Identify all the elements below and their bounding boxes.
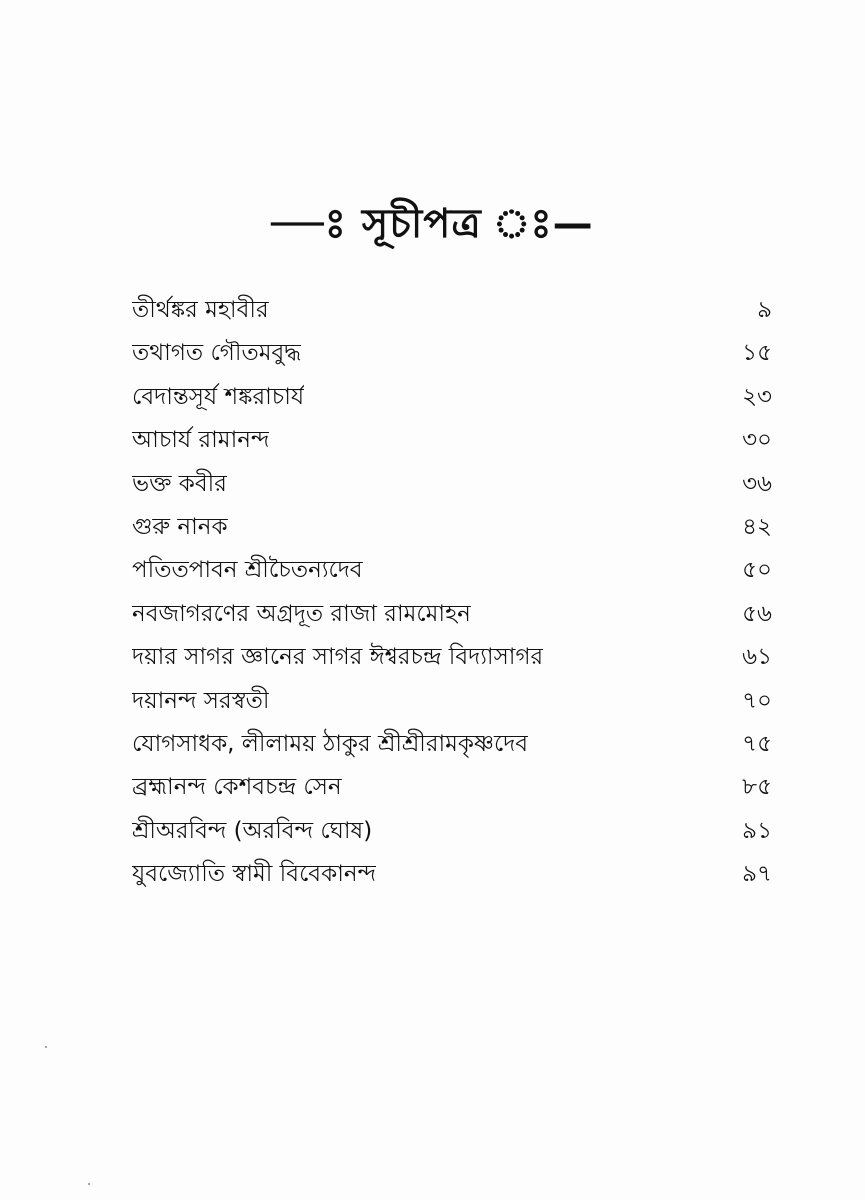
toc-entry-page: ৩৬ xyxy=(742,470,772,497)
toc-entry-page: ৯ xyxy=(757,297,772,323)
toc-entry-page: ৩০ xyxy=(742,427,772,454)
toc-entry-title: দয়ানন্দ সরস্বতী xyxy=(132,687,270,714)
toc-entry-title: বেদান্তসূর্য শঙ্করাচার্য xyxy=(132,383,305,410)
toc-entry-page: ৬১ xyxy=(742,644,772,671)
toc-entry-page: ৫০ xyxy=(742,557,772,584)
toc-entry xyxy=(132,853,772,896)
page-title: —ঃ সূচীপত্র ঃ— xyxy=(271,201,594,247)
toc-entry-page: ৫৬ xyxy=(742,600,772,627)
toc-entry-title: ভক্ত কবীর xyxy=(132,470,227,497)
toc-entry-title: নবজাগরণের অগ্রদূত রাজা রামমোহন xyxy=(132,600,471,627)
toc-entry xyxy=(132,766,772,809)
toc-entry-title: পতিতপাবন শ্রীচৈতন্যদেব xyxy=(132,557,363,584)
toc-entry-page: ৮৫ xyxy=(742,774,772,801)
toc-entry xyxy=(132,723,772,766)
toc-entry-title: ব্রহ্মানন্দ কেশবচন্দ্র সেন xyxy=(132,774,342,801)
toc-entry-title: তথাগত গৌতমবুদ্ধ xyxy=(132,340,302,367)
toc-entry xyxy=(132,332,772,375)
toc-entry xyxy=(132,810,772,853)
toc-entry-title: শ্রীঅরবিন্দ (অরবিন্দ ঘোষ) xyxy=(132,817,373,844)
table-of-contents xyxy=(132,289,772,896)
toc-entry xyxy=(132,376,772,419)
toc-entry xyxy=(132,680,772,723)
toc-entry-page: ১৫ xyxy=(742,340,772,367)
toc-entry xyxy=(132,636,772,679)
toc-entry xyxy=(132,549,772,592)
scan-speck xyxy=(88,1183,90,1185)
toc-entry-title: দয়ার সাগর জ্ঞানের সাগর ঈশ্বরচন্দ্র বিদ্যাসাগর xyxy=(132,644,544,671)
toc-entry-title: যুবজ্যোতি স্বামী বিবেকানন্দ xyxy=(132,861,377,888)
toc-entry-page: ২৩ xyxy=(742,383,772,410)
toc-entry-title: তীর্থঙ্কর মহাবীর xyxy=(132,297,269,323)
toc-entry xyxy=(132,506,772,549)
toc-entry-page: ৭৫ xyxy=(742,730,772,757)
toc-entry xyxy=(132,289,772,332)
scan-speck xyxy=(45,1046,47,1048)
toc-entry-title: আচার্য রামানন্দ xyxy=(132,427,270,454)
toc-entry-title: গুরু নানক xyxy=(132,513,228,540)
toc-entry-page: ৯৭ xyxy=(742,861,772,888)
toc-entry-page: ৯১ xyxy=(742,817,772,844)
toc-entry-page: ৭০ xyxy=(742,687,772,714)
toc-entry xyxy=(132,463,772,506)
toc-entry-title: যোগসাধক, লীলাময় ঠাকুর শ্রীশ্রীরামকৃষ্ণদেব xyxy=(132,730,529,757)
toc-entry xyxy=(132,419,772,462)
toc-entry xyxy=(132,593,772,636)
toc-entry-page: ৪২ xyxy=(742,513,772,540)
